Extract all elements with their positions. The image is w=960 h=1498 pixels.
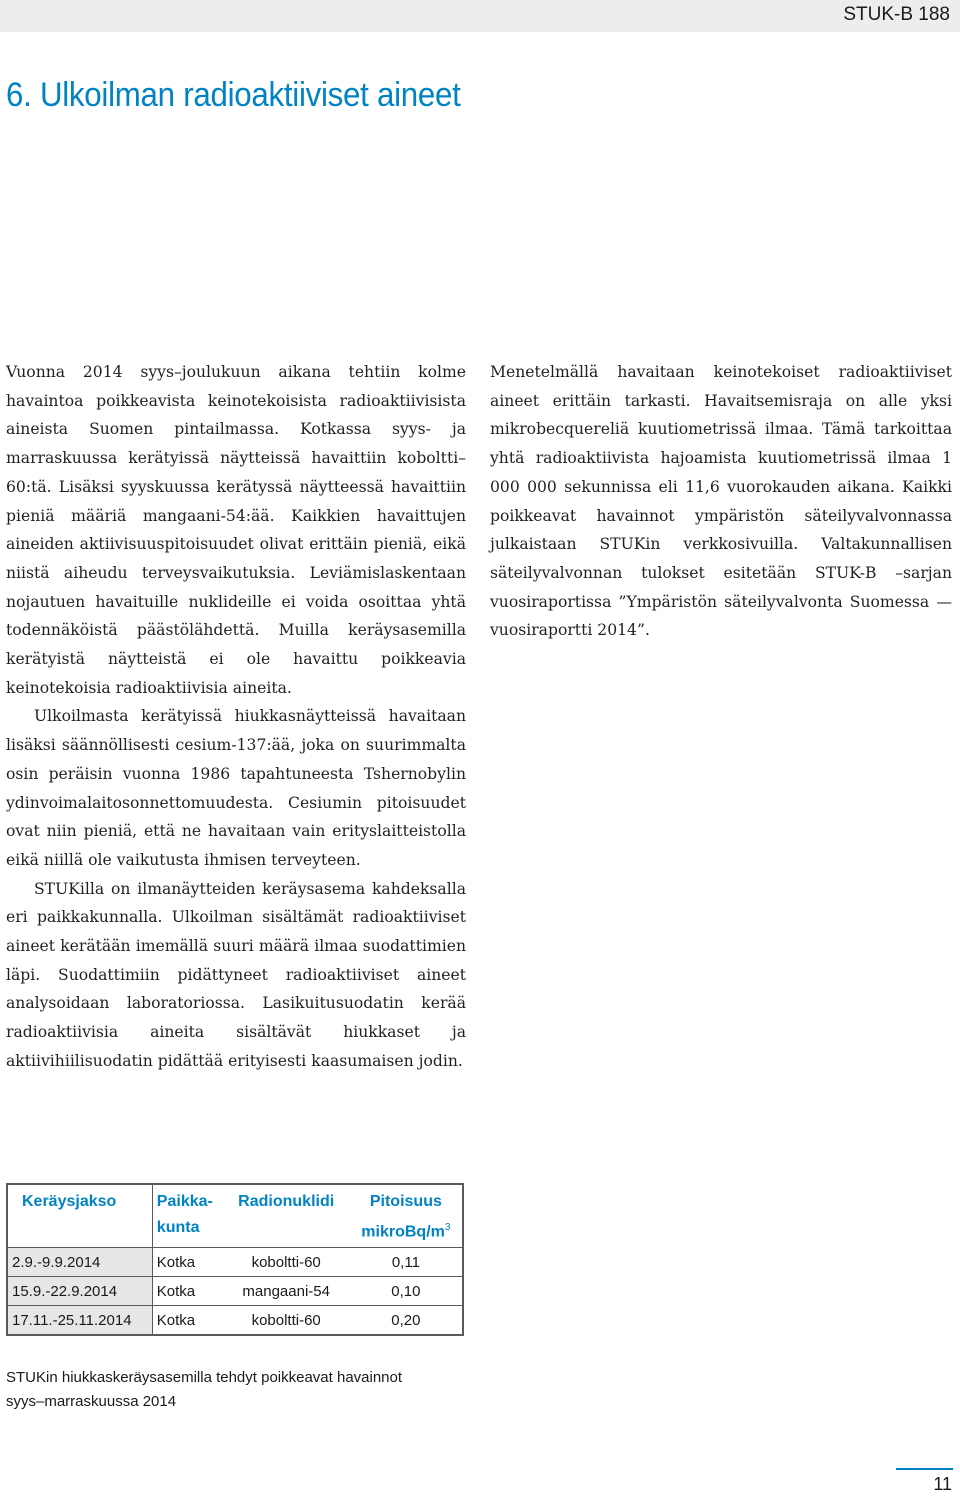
cell-location: Kotka: [152, 1277, 222, 1306]
page-title: 6. Ulkoilman radioaktiiviset aineet: [6, 76, 461, 114]
header-location: Paikka-kunta: [156, 1193, 213, 1236]
caption-line: syys–marraskuussa 2014: [6, 1393, 177, 1410]
publication-id: STUK-B 188: [843, 4, 950, 25]
paragraph: STUKilla on ilmanäytteiden keräysasema kahdeksalla eri paikkakunnalla. Ulkoilman sisältämät radioaktiiviset aineet kerätään imemällä suuri määrä ilmaa suodattimien läpi. Suodattimiin pidättyneet radioaktiiviset aineet analysoidaan laboratoriossa. Lasikuitusuodatin kerää radioaktiivisia aineita sisältävät hiukkaset ja aktiivihiilisuodatin pidättää erityisesti kaasumaisen jodin.: [6, 879, 466, 1070]
cell-nuclide: koboltti-60: [223, 1248, 350, 1277]
cell-location: Kotka: [152, 1306, 222, 1336]
running-header: [0, 0, 960, 32]
table-row: [7, 1306, 463, 1336]
superscript-3: 3: [444, 1222, 451, 1233]
right-column: [490, 358, 952, 645]
observations-table: [6, 1183, 464, 1336]
caption-line: STUKin hiukkaskeräysasemilla tehdyt poikkeavat havainnot: [6, 1369, 403, 1386]
cell-value: 0,10: [350, 1277, 463, 1306]
cell-period: 15.9.-22.9.2014: [7, 1277, 152, 1306]
cell-nuclide: mangaani-54: [223, 1277, 350, 1306]
table-row: [7, 1248, 463, 1277]
table-row: [7, 1277, 463, 1306]
cell-period: 17.11.-25.11.2014: [7, 1306, 152, 1336]
paragraph: Menetelmällä havaitaan keinotekoiset radioaktiiviset aineet erittäin tarkasti. Havaitsemisraja on alle yksi mikrobecquereliä kuutiometrissä ilmaa. Tämä tarkoittaa yhtä radioaktiivista hajoamista kuutiometrissä ilmaa 1 000 000 sekunnissa eli 11,6 vuorokauden aikana. Kaikki poikkeavat havainnot ympäristön säteilyvalvonnassa julkaistaan STUKin verkkosivuilla. Valtakunnallisen säteilyvalvonnan tulokset esitetään STUK-B –sarjan vuosiraportissa ”Ympäristön säteilyvalvonta Suomessa — vuosiraportti 2014”.: [490, 363, 952, 640]
header-concentration-text: Pitoisuus mikroBq/m: [361, 1193, 445, 1241]
left-column: [6, 358, 466, 1076]
table-caption: [6, 1366, 446, 1414]
cell-nuclide: koboltti-60: [223, 1306, 350, 1336]
page-number-rule: [896, 1468, 953, 1470]
cell-location: Kotka: [152, 1248, 222, 1277]
cell-value: 0,11: [350, 1248, 463, 1277]
paragraph: Vuonna 2014 syys–joulukuun aikana tehtiin kolme havaintoa poikkeavista keinotekoisista radioaktiivisista aineista Suomen pintailmassa. Kotkassa syys- ja marraskuussa kerätyissä näytteissä havaittiin koboltti–60:tä. Lisäksi syyskuussa kerätyssä näytteessä havaittiin pieniä määriä mangaani-54:ää. Kaikkien havaittujen aineiden aktiivisuuspitoisuudet olivat erittäin pieniä, eikä niistä aiheudu terveysvaikutuksia. Leviämislaskentaan nojautuen havaituille nuklideille ei voida osoittaa yhtä todennäköistä päästölähdettä. Muilla keräysasemilla kerätyistä näytteistä ei ole havaittu poikkeavia keinotekoisia radioaktiivisia aineita.: [6, 363, 466, 697]
cell-period: 2.9.-9.9.2014: [7, 1248, 152, 1277]
header-concentration: [350, 1184, 463, 1248]
page-number: 11: [933, 1474, 952, 1494]
table-header-row: [7, 1184, 463, 1248]
header-nuclide: Radionuklidi: [238, 1193, 335, 1210]
paragraph: Ulkoilmasta kerätyissä hiukkasnäytteissä havaitaan lisäksi säännöllisesti cesium-137:ää, joka on suurimmalta osin peräisin vuonna 1986 tapahtuneesta Tshernobylin ydinvoimalaitosonnettomuudesta. Cesiumin pitoisuudet ovat niin pieniä, että ne havaitaan vain erityslaitteistolla eikä niillä ole vaikutusta ihmisen terveyteen.: [6, 707, 466, 869]
header-period: Keräysjakso: [7, 1184, 152, 1248]
cell-value: 0,20: [350, 1306, 463, 1336]
